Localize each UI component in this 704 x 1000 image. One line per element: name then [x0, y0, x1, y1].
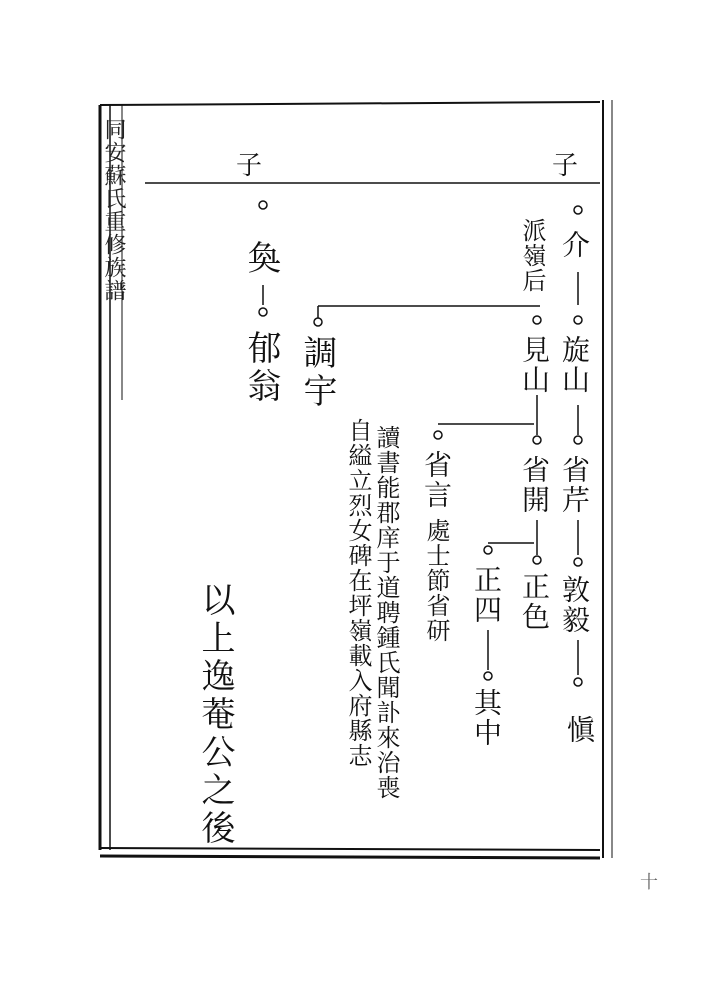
header-left-label: 子 [236, 151, 263, 181]
name-xuanshan: 旋山 [558, 335, 591, 395]
name-shen: 愼 [563, 715, 596, 745]
name-shengyan: 省言 [420, 450, 453, 510]
name-jie: 介 [558, 230, 591, 260]
note-shengyan: 處士節省研 [422, 518, 450, 643]
summary-text: 以上逸菴公之後 [195, 582, 235, 848]
page-number: 十 [640, 872, 658, 893]
name-diaoyu: 調宇 [297, 335, 337, 411]
spine-title: 同安蘇氏重修族譜 [101, 118, 126, 302]
name-shengqin: 省芹 [558, 455, 591, 515]
name-zhengse: 正色 [518, 572, 551, 632]
note-line-1: 讀書能郡庠于道聘鍾氏聞訃來治喪 [372, 425, 400, 800]
name-yuweng: 郁翁 [241, 330, 281, 406]
name-shengkai: 省開 [518, 455, 551, 515]
branch-pailinghou: 派嶺后 [518, 218, 546, 293]
name-dunyi: 敦毅 [558, 575, 591, 635]
name-huan: 奐 [241, 240, 281, 278]
name-qizhong: 其中 [470, 688, 503, 748]
header-right-label: 子 [552, 151, 579, 181]
name-jianshan: 見山 [518, 335, 551, 395]
note-line-2: 自縊立烈女碑在坪嶺載入府縣志 [344, 418, 372, 768]
name-zhengsi: 正四 [470, 565, 503, 625]
